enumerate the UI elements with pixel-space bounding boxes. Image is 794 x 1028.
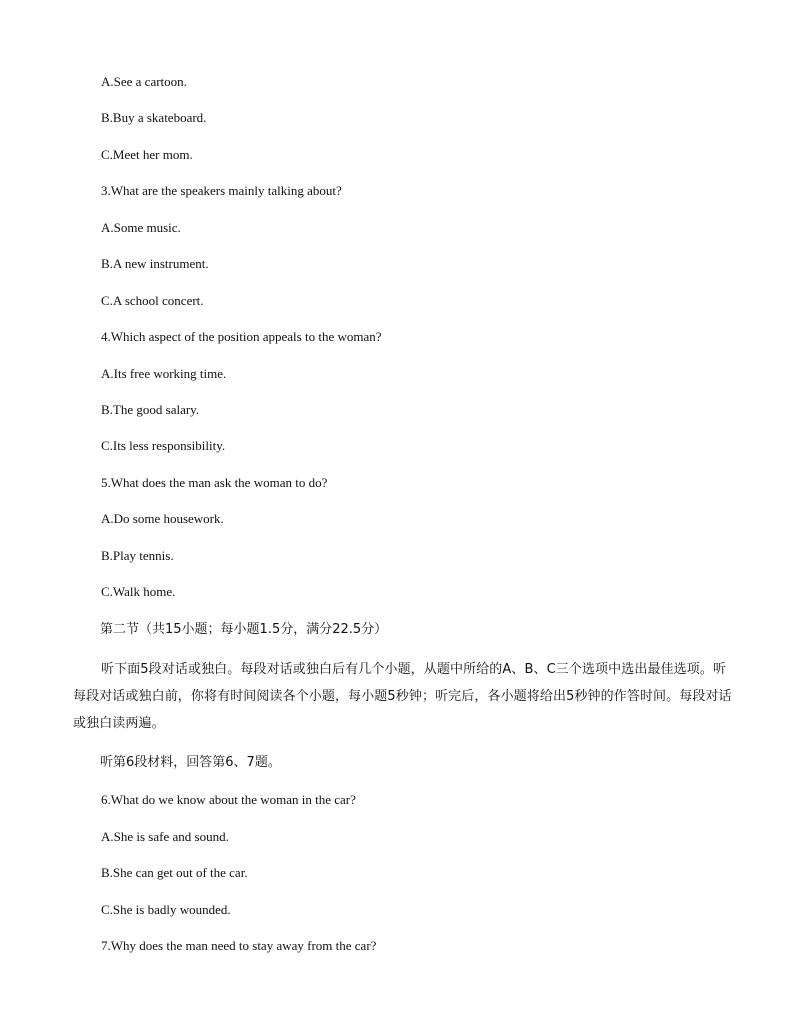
question-7: 7.Why does the man need to stay away from the car? bbox=[101, 938, 377, 953]
section-heading: 第二节（共15小题；每小题1.5分，满分22.5分） bbox=[100, 622, 388, 637]
section-instructions: 听下面5段对话或独白。每段对话或独白后有几个小题，从题中所给的A、B、C三个选项中选出最佳选项。听每段对话或独白前，你将有时间阅读各个小题，每小题5秒钟；听完后，各小题将给出5秒钟的作答时间。每段对话或独白读两遍。 bbox=[73, 662, 732, 731]
question-3-option-b: B.A new instrument. bbox=[101, 256, 209, 271]
question-5-option-b: B.Play tennis. bbox=[101, 548, 174, 563]
question-3: 3.What are the speakers mainly talking about? bbox=[101, 183, 342, 198]
question-4-option-c: C.Its less responsibility. bbox=[101, 438, 226, 453]
question-5-option-a: A.Do some housework. bbox=[101, 511, 224, 526]
question-4-option-a: A.Its free working time. bbox=[101, 366, 227, 381]
question-6-option-c: C.She is badly wounded. bbox=[101, 902, 231, 917]
material-6-heading: 听第6段材料，回答第6、7题。 bbox=[100, 755, 281, 770]
question-5-option-c: C.Walk home. bbox=[101, 584, 176, 599]
question-3-option-c: C.A school concert. bbox=[101, 293, 204, 308]
question-4: 4.Which aspect of the position appeals to the woman? bbox=[101, 329, 382, 344]
question-6-option-b: B.She can get out of the car. bbox=[101, 865, 248, 880]
question-3-option-a: A.Some music. bbox=[101, 220, 181, 235]
question-6-option-a: A.She is safe and sound. bbox=[101, 829, 229, 844]
option-a-see-cartoon: A.See a cartoon. bbox=[101, 74, 187, 89]
option-b-buy-skateboard: B.Buy a skateboard. bbox=[101, 110, 207, 125]
question-6: 6.What do we know about the woman in the car? bbox=[101, 792, 356, 807]
question-5: 5.What does the man ask the woman to do? bbox=[101, 475, 328, 490]
option-c-meet-mom: C.Meet her mom. bbox=[101, 147, 193, 162]
question-4-option-b: B.The good salary. bbox=[101, 402, 200, 417]
